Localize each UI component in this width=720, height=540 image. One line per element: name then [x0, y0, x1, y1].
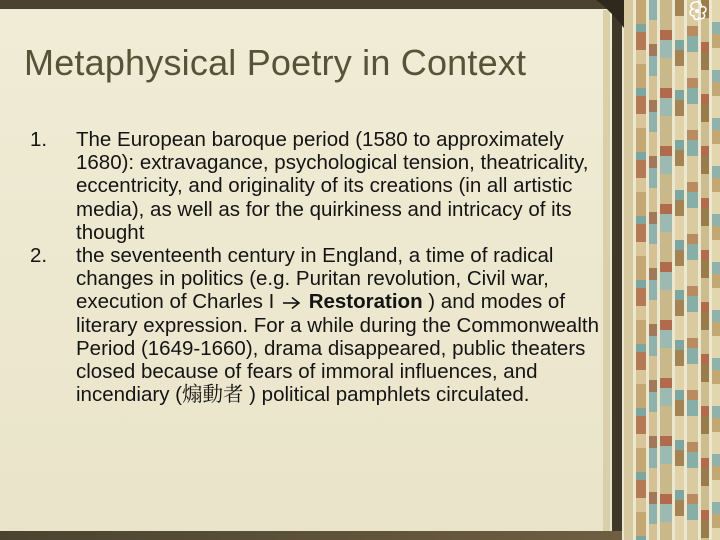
frame-right	[612, 0, 622, 540]
stripe	[675, 0, 684, 540]
stripe	[649, 0, 657, 540]
page-title: Metaphysical Poetry in Context	[24, 42, 527, 83]
list-item	[30, 128, 605, 244]
stripe	[624, 0, 633, 540]
list-item-text: the seventeenth century in England, a time of radical changes in politics (e.g. Puritan revolution, Civil war, execution of Charles I	[76, 244, 554, 314]
frame-bottom	[0, 531, 622, 540]
list-item	[30, 244, 605, 406]
list-number: 1.	[30, 128, 48, 151]
stripe	[712, 0, 720, 540]
list-number: 2.	[30, 244, 48, 268]
content-list	[30, 128, 605, 406]
stripe	[636, 0, 646, 540]
list-item-text: The European baroque period (1580 to approximately 1680): extravagance, psychological tension, theatricality, eccentricity, and originality of its creations (in all artistic media), as well as for the quirkiness and intricacy of its thought	[76, 128, 589, 244]
emphasis-restoration: Restoration	[308, 290, 423, 314]
flourish-icon	[681, 0, 711, 22]
stripe	[660, 0, 672, 540]
right-arrow-icon	[282, 296, 301, 310]
frame-corner	[596, 0, 624, 28]
stripe	[701, 0, 709, 540]
decorative-stripe-panel	[622, 0, 720, 540]
stripe	[687, 0, 698, 540]
frame-top	[0, 0, 622, 9]
list-item-text-continued: ) and modes of literary expression. For a while during the Commonwealth Period (1649-1660), drama disappeared, public theaters closed because of fears of immoral influences, and incendiary (煽動者 ) political pamphlets circulated.	[76, 290, 599, 407]
